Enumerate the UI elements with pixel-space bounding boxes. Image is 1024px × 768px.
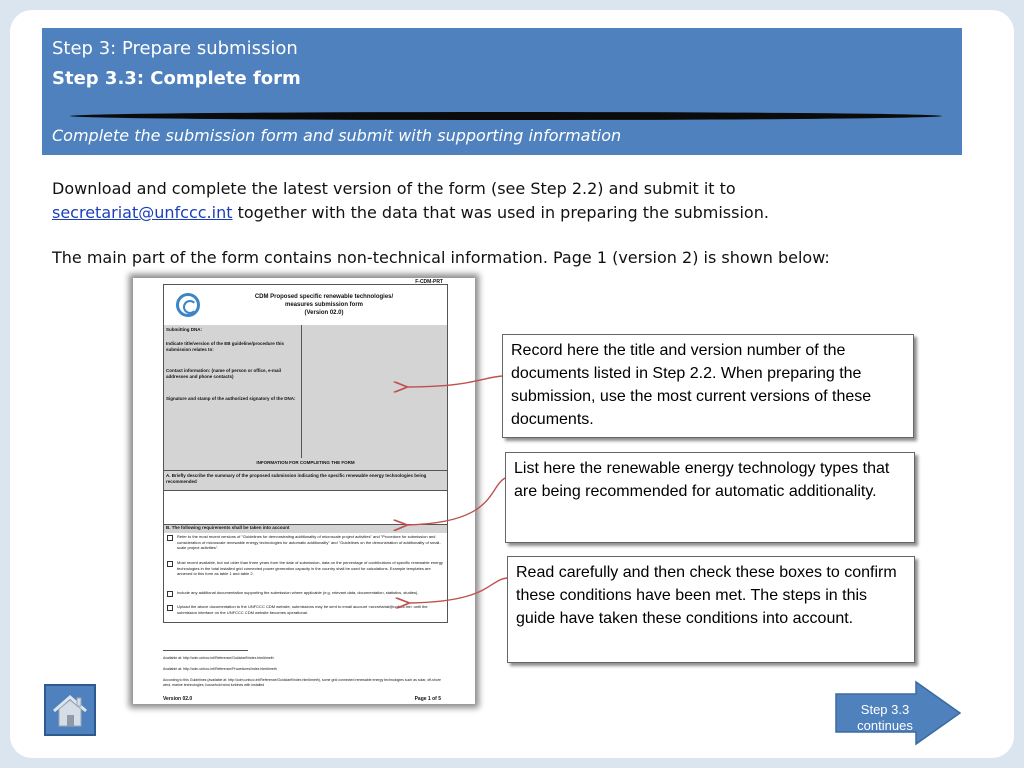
email-link[interactable]: secretariat@unfccc.int (52, 203, 233, 222)
form-page-number: Page 1 of 5 (414, 696, 441, 702)
next-label-line-2: continues (857, 718, 913, 733)
form-title-line: measures submission form (284, 302, 364, 308)
substep-title: Step 3.3: Complete form (52, 68, 301, 89)
form-title-line: CDM Proposed specific renewable technologies/ (254, 294, 394, 300)
requirement-checkbox: Most recent available, but not older than three years from the date of submission, data on the percentage of contributions of specific renewable energy technologies in the total installed grid connected power generation capacity in the country shall be used for calculations. Example templates are annexed to this form as table 1 and table 2. (167, 560, 445, 577)
intro-text-after: together with the data that was used in preparing the submission. (232, 203, 769, 222)
footnote: Available at: http://cdm.unfccc.int/Reference/Procedures/index.html#meth (163, 667, 277, 671)
intro-paragraph-2: The main part of the form contains non-technical information. Page 1 (version 2) is shown below: (52, 248, 830, 267)
form-code: F-CDM-PRT (415, 279, 443, 285)
home-icon (46, 686, 94, 734)
form-row-label: Signature and stamp of the authorized signatory of the DNA: (164, 394, 302, 458)
section-a-heading: A. Briefly describe the summary of the proposed submission indicating the specific renewable energy technologies being recommended (164, 471, 447, 491)
form-row-label: Contact information: (name of person or office, e-mail addresses and phone contacts) (164, 366, 302, 394)
header-tagline: Complete the submission form and submit with supporting information (52, 126, 622, 145)
requirement-checkbox: Refer to the most recent versions of "Guidelines for demonstrating additionality of microscale project activities" and "Procedure for submission and consideration of microscale renewable energy technologies for automatic additionality" and "Guidelines on the demonstration of additionality of small-scale project activities". (167, 534, 445, 551)
form-row-label: Indicate title/version of the EB guideline/procedure this submission relates to: (164, 339, 302, 366)
arrow-to-checkboxes (408, 578, 507, 603)
callout-technology-types: List here the renewable energy technology types that are being recommended for automatic additionality. (505, 452, 915, 543)
next-step-label[interactable] (840, 702, 930, 734)
form-row-label: Submitting DNA: (164, 325, 302, 339)
requirement-checkbox: Upload the above documentation to the UNFCCC CDM website, submissions may be sent to email account <secretariat@unfccc.int> until the submission interface on the UNFCCC CDM website becomes operational. (167, 604, 445, 615)
intro-text-before: Download and complete the latest version of the form (see Step 2.2) and submit it to (52, 179, 736, 198)
arrow-to-section-a-field (406, 478, 505, 525)
callout-title-version: Record here the title and version number of the documents listed in Step 2.2. When preparing the submission, use the most current versions of these documents. (502, 334, 914, 438)
form-version: Version 02.0 (163, 696, 193, 702)
info-band: INFORMATION FOR COMPLETING THE FORM (164, 458, 447, 471)
form-title-line: (Version 02.0) (304, 310, 344, 316)
next-label-line-1: Step 3.3 (860, 702, 910, 717)
section-b-heading: B. The following requirements shall be taken into account (164, 525, 447, 533)
footnote: Available at: http://cdm.unfccc.int/Reference/Guidclarif/index.html#meth (163, 656, 274, 660)
home-button[interactable] (44, 684, 96, 736)
requirement-checkbox: Include any additional documentation supporting the submission where applicable (e.g. relevant data, documentation, statistics, studies). (167, 590, 445, 596)
callout-checkboxes: Read carefully and then check these boxes to confirm these conditions have been met. The steps in this guide have taken these conditions into account. (507, 556, 915, 663)
footnote: According to this Guidelines (available at: http://cdm.unfccc.int/Reference/Guidclarif/index.html#meth), some grid connected renewable energy technologies such as solar, off-shore wind, marine technologies, household wind turbines with installed (163, 678, 441, 687)
arrow-to-contact-field (406, 376, 502, 387)
step-title: Step 3: Prepare submission (52, 38, 298, 59)
